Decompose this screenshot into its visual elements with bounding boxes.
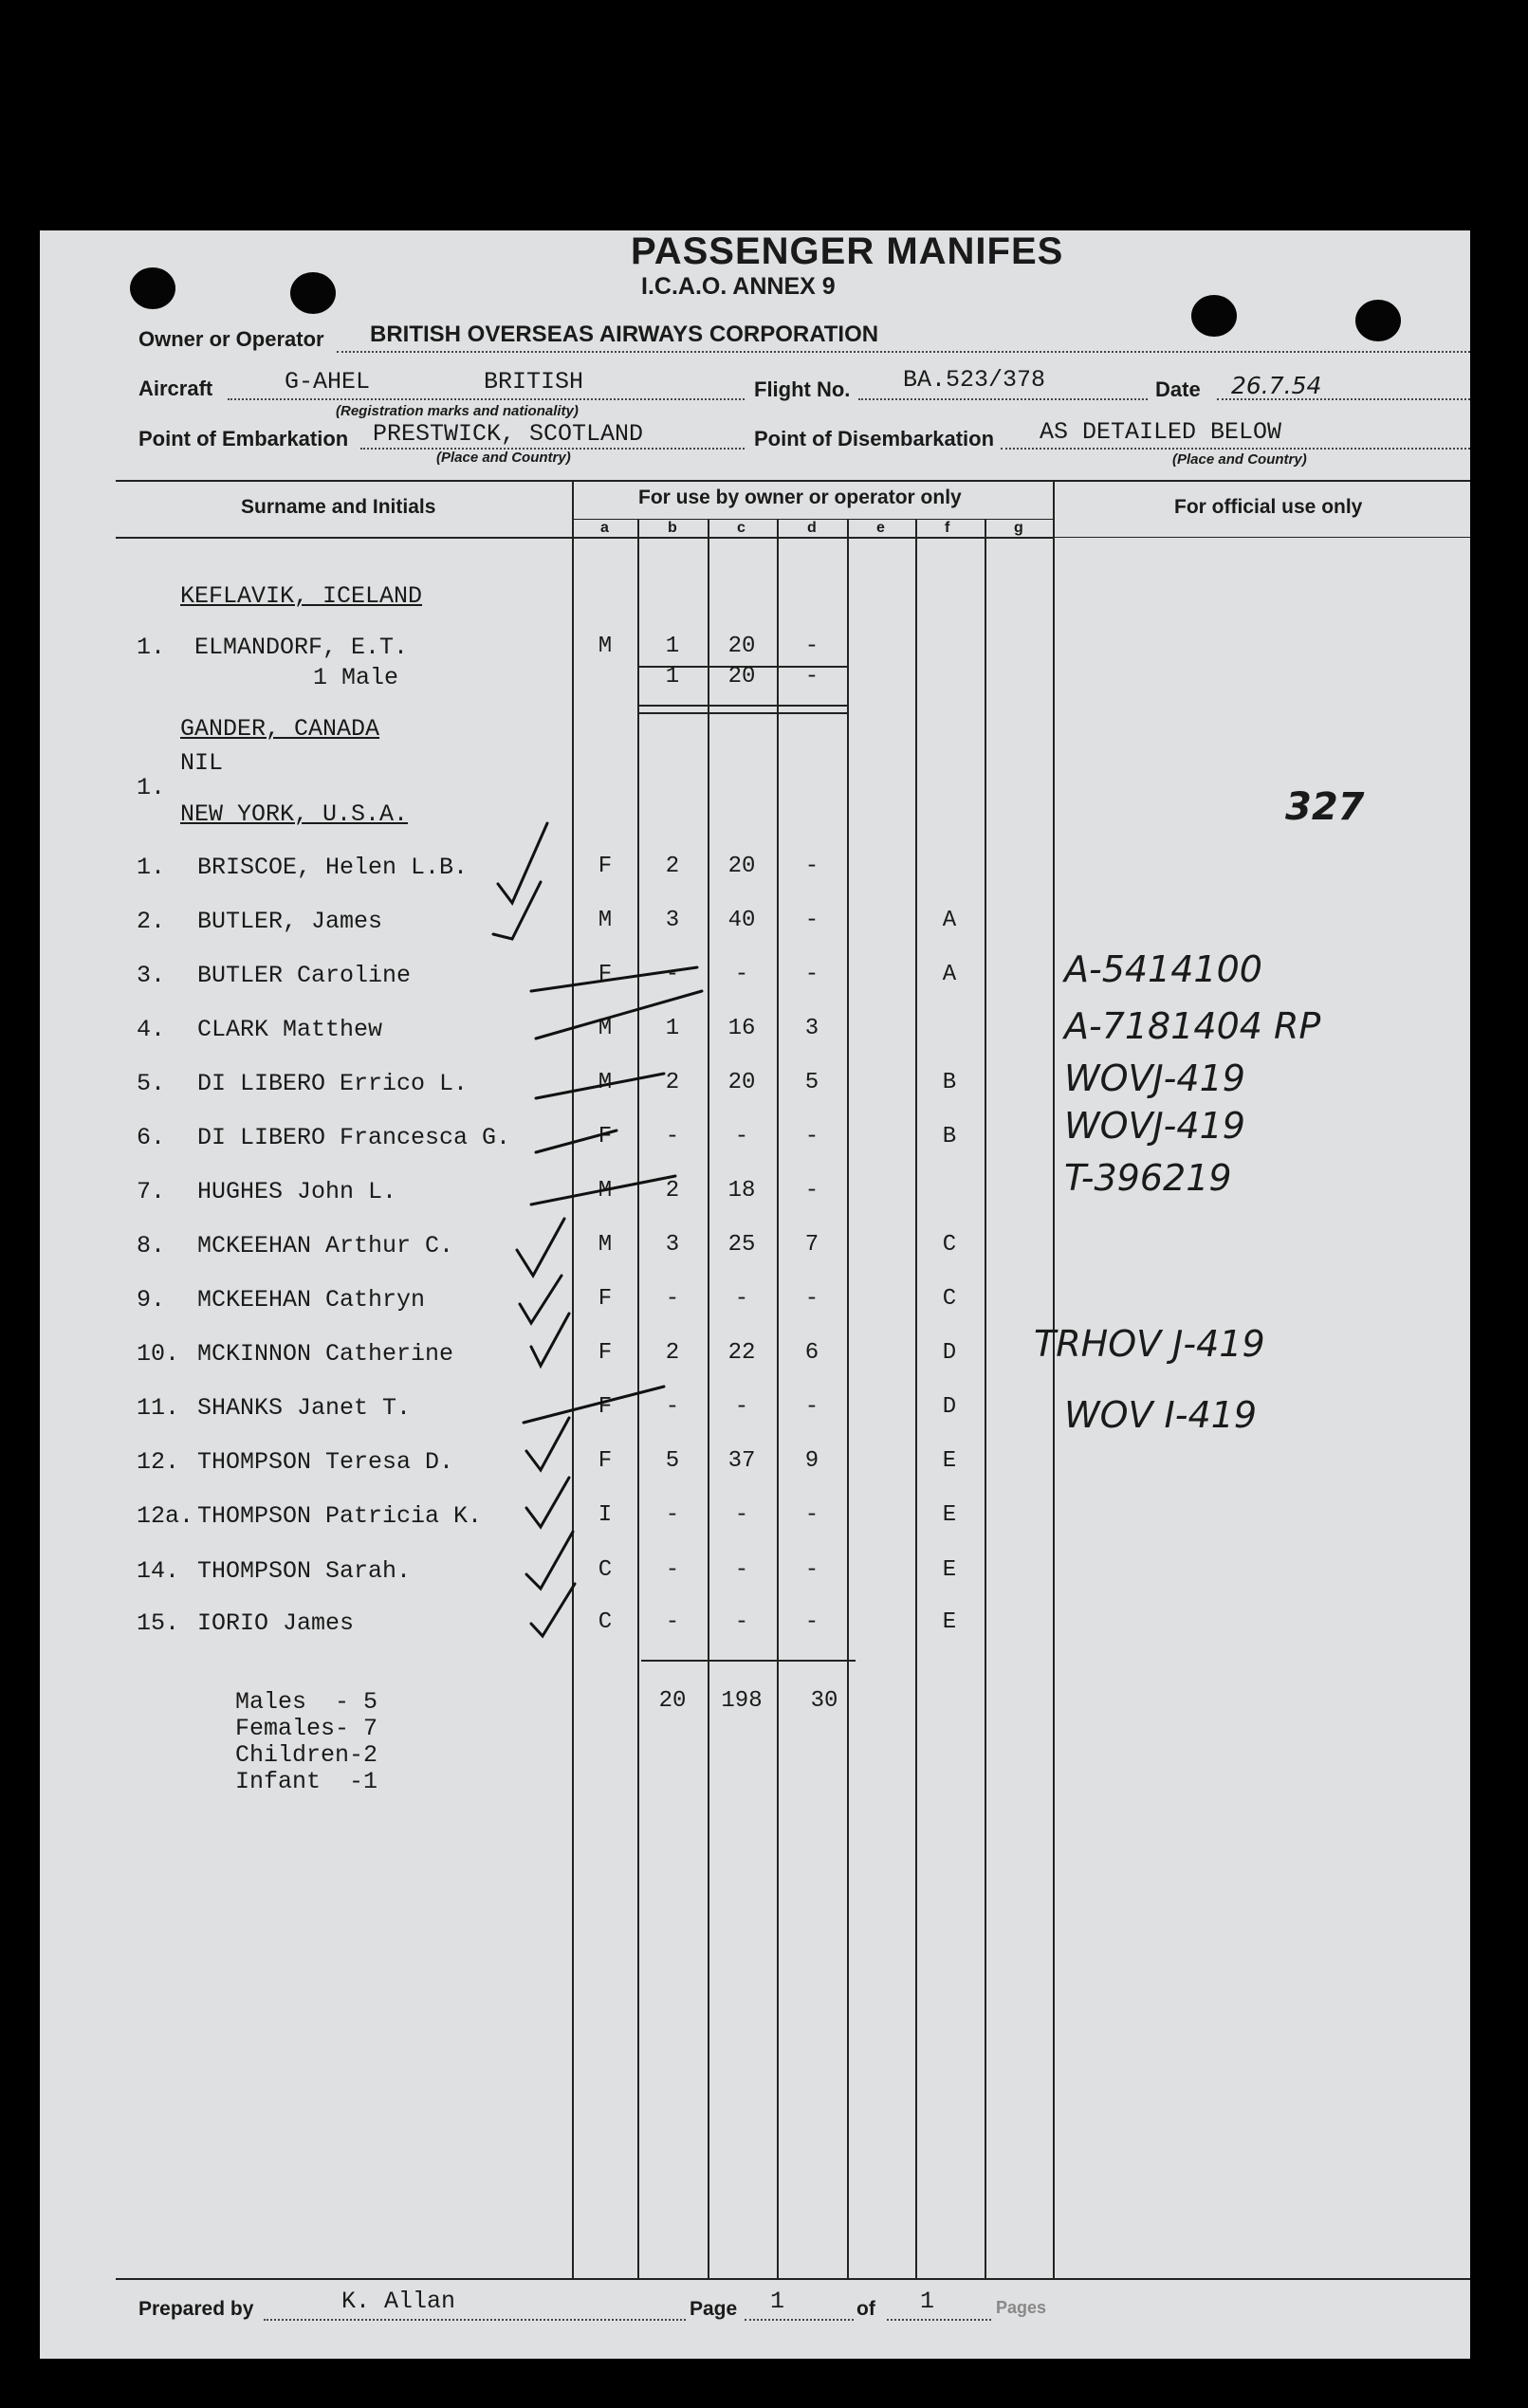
- cell-f: E: [942, 1609, 957, 1635]
- cell-f: B: [942, 1124, 957, 1149]
- subcolumn-header: d: [807, 520, 817, 536]
- cell-a: C: [598, 1557, 613, 1583]
- check-mark: [526, 1418, 569, 1470]
- official-note: T-396219: [1064, 1157, 1232, 1199]
- grand-total-d: 30: [810, 1688, 838, 1714]
- passenger-name: ELMANDORF, E.T.: [194, 634, 409, 661]
- strike-line: [536, 991, 702, 1039]
- passenger-name: BRISCOE, Helen L.B.: [197, 854, 469, 881]
- row-number: 1.: [137, 634, 166, 661]
- check-mark: [526, 1478, 569, 1527]
- row-number: 3.: [137, 962, 166, 989]
- check-mark: [531, 1314, 569, 1366]
- cell-a: F: [598, 1124, 613, 1149]
- cell-d: 7: [804, 1232, 819, 1258]
- cell-c: -: [734, 1557, 749, 1583]
- cell-f: A: [942, 908, 957, 933]
- check-mark: [517, 1219, 564, 1276]
- cell-b: 3: [665, 1232, 680, 1258]
- passenger-name: MCKINNON Catherine: [197, 1340, 454, 1368]
- keflavik-total-d: -: [804, 664, 819, 689]
- strike-line: [536, 1074, 664, 1098]
- owner-value: BRITISH OVERSEAS AIRWAYS CORPORATION: [370, 322, 879, 347]
- passenger-name: BUTLER Caroline: [197, 962, 412, 989]
- section-keflavik: KEFLAVIK, ICELAND: [180, 582, 423, 610]
- subcolumn-header: a: [600, 520, 609, 536]
- check-mark: [498, 823, 547, 903]
- cell-d: -: [804, 1178, 819, 1204]
- cell-b: 3: [665, 908, 680, 933]
- passenger-name: THOMPSON Teresa D.: [197, 1448, 454, 1476]
- passenger-name: IORIO James: [197, 1609, 355, 1637]
- summary-line: Infant -1: [235, 1768, 378, 1795]
- subcolumn-header: b: [668, 520, 677, 536]
- cell-a: F: [598, 1394, 613, 1420]
- cell-a: F: [598, 1448, 613, 1474]
- keflavik-total-b: 1: [665, 664, 680, 689]
- row-number: 6.: [137, 1124, 166, 1151]
- cell-b: -: [665, 1502, 680, 1528]
- cell-b: 1: [665, 1016, 680, 1041]
- cell-c: 40: [727, 908, 756, 933]
- prepared-by-value: K. Allan: [341, 2288, 456, 2315]
- cell-c: 18: [727, 1178, 756, 1204]
- cell-d: -: [804, 1286, 819, 1312]
- cell-d: -: [804, 908, 819, 933]
- cell-a: C: [598, 1609, 613, 1635]
- cell-d: -: [804, 962, 819, 987]
- subcolumn-header: g: [1014, 520, 1023, 536]
- row-number: 12a.: [137, 1502, 194, 1530]
- column-header-official: For official use only: [1174, 496, 1363, 518]
- official-note: A-7181404 RP: [1064, 1005, 1321, 1047]
- passenger-name: THOMPSON Patricia K.: [197, 1502, 483, 1530]
- cell-c: -: [734, 962, 749, 987]
- section-new-york: NEW YORK, U.S.A.: [180, 800, 409, 828]
- embarkation-value: PRESTWICK, SCOTLAND: [373, 420, 644, 448]
- date-value: 26.7.54: [1231, 372, 1322, 399]
- cell-c: 22: [727, 1340, 756, 1366]
- flight-label: Flight No.: [754, 377, 851, 401]
- row-number: 11.: [137, 1394, 180, 1422]
- cell-b: -: [665, 962, 680, 987]
- cell-f: E: [942, 1448, 957, 1474]
- disembarkation-label: Point of Disembarkation: [754, 427, 995, 450]
- strike-line: [524, 1387, 664, 1423]
- keflavik-total-label: 1 Male: [313, 664, 399, 691]
- grand-total-b: 20: [658, 1688, 687, 1714]
- subcolumn-header: f: [945, 520, 950, 536]
- summary-line: Females- 7: [235, 1715, 378, 1742]
- cell-f: C: [942, 1232, 957, 1258]
- cell-f: A: [942, 962, 957, 987]
- grand-total-c: 198: [721, 1688, 763, 1714]
- gander-row-number: 1.: [137, 774, 166, 801]
- passenger-name: MCKEEHAN Arthur C.: [197, 1232, 454, 1259]
- cell-f: B: [942, 1070, 957, 1095]
- form-subtitle: I.C.A.O. ANNEX 9: [641, 273, 836, 300]
- cell-b: -: [665, 1394, 680, 1420]
- check-mark: [520, 1276, 561, 1323]
- strike-line: [531, 1176, 675, 1204]
- of-value: 1: [920, 2288, 935, 2315]
- cell-b: -: [665, 1286, 680, 1312]
- cell-c: -: [734, 1286, 749, 1312]
- cell-c: -: [734, 1609, 749, 1635]
- cell-a: F: [598, 962, 613, 987]
- cell-f: D: [942, 1340, 957, 1366]
- cell-b: -: [665, 1609, 680, 1635]
- cell-f: C: [942, 1286, 957, 1312]
- passenger-name: DI LIBERO Francesca G.: [197, 1124, 511, 1151]
- cell-a: M: [598, 1232, 613, 1258]
- official-note: A-5414100: [1064, 948, 1262, 990]
- summary-line: Children-2: [235, 1741, 378, 1769]
- cell-a: M: [598, 1016, 613, 1041]
- cell-d: -: [804, 1124, 819, 1149]
- cell-a: M: [598, 634, 613, 659]
- cell-b: 2: [665, 1340, 680, 1366]
- cell-f: D: [942, 1394, 957, 1420]
- cell-a: M: [598, 1070, 613, 1095]
- cell-a: F: [598, 1340, 613, 1366]
- cell-d: -: [804, 1394, 819, 1420]
- cell-d: -: [804, 1502, 819, 1528]
- column-header-owner: For use by owner or operator only: [638, 487, 962, 508]
- aircraft-nationality: BRITISH: [484, 368, 584, 395]
- cell-c: 16: [727, 1016, 756, 1041]
- cell-a: F: [598, 1286, 613, 1312]
- owner-label: Owner or Operator: [138, 327, 324, 351]
- aircraft-note: (Registration marks and nationality): [336, 403, 579, 419]
- row-number: 12.: [137, 1448, 180, 1476]
- cell-b: 1: [665, 634, 680, 659]
- cell-b: 2: [665, 854, 680, 879]
- pages-label: Pages: [996, 2298, 1047, 2317]
- cell-d: -: [804, 1609, 819, 1635]
- aircraft-registration: G-AHEL: [285, 368, 371, 395]
- cell-b: 5: [665, 1448, 680, 1474]
- row-number: 9.: [137, 1286, 166, 1314]
- row-number: 2.: [137, 908, 166, 935]
- cell-c: -: [734, 1394, 749, 1420]
- cell-a: I: [598, 1502, 613, 1528]
- passenger-name: BUTLER, James: [197, 908, 383, 935]
- cell-b: -: [665, 1557, 680, 1583]
- cell-a: F: [598, 854, 613, 879]
- form-title: PASSENGER MANIFES: [631, 230, 1064, 272]
- page-value: 1: [770, 2288, 785, 2315]
- cell-b: 2: [665, 1070, 680, 1095]
- page-label: Page: [690, 2298, 738, 2320]
- cell-c: -: [734, 1124, 749, 1149]
- row-number: 10.: [137, 1340, 180, 1368]
- passenger-name: DI LIBERO Errico L.: [197, 1070, 469, 1097]
- cell-c: 25: [727, 1232, 756, 1258]
- cell-d: 3: [804, 1016, 819, 1041]
- strike-line: [531, 967, 697, 991]
- passenger-name: SHANKS Janet T.: [197, 1394, 412, 1422]
- official-note: TRHOV J-419: [1034, 1323, 1265, 1365]
- official-note: WOVJ-419: [1064, 1057, 1245, 1099]
- passenger-name: MCKEEHAN Cathryn: [197, 1286, 426, 1314]
- passenger-name: THOMPSON Sarah.: [197, 1557, 412, 1585]
- section-gander: GANDER, CANADA: [180, 715, 380, 743]
- cell-b: 2: [665, 1178, 680, 1204]
- passenger-name: HUGHES John L.: [197, 1178, 397, 1205]
- disembarkation-note: (Place and Country): [1172, 451, 1307, 468]
- cell-c: 20: [727, 854, 756, 879]
- summary-line: Males - 5: [235, 1688, 378, 1716]
- row-number: 14.: [137, 1557, 180, 1585]
- row-number: 8.: [137, 1232, 166, 1259]
- check-mark: [531, 1584, 575, 1636]
- strike-line: [536, 1130, 617, 1152]
- row-number: 15.: [137, 1609, 180, 1637]
- cell-a: M: [598, 908, 613, 933]
- aircraft-label: Aircraft: [138, 377, 213, 400]
- cell-c: 20: [727, 1070, 756, 1095]
- passenger-name: CLARK Matthew: [197, 1016, 383, 1043]
- check-mark: [526, 1532, 573, 1589]
- subcolumn-header: e: [876, 520, 885, 536]
- cell-d: -: [804, 634, 819, 659]
- row-number: 5.: [137, 1070, 166, 1097]
- official-note: WOVJ-419: [1064, 1105, 1245, 1147]
- official-note: WOV I-419: [1064, 1394, 1258, 1436]
- cell-d: -: [804, 854, 819, 879]
- date-label: Date: [1155, 377, 1201, 401]
- cell-c: 20: [727, 634, 756, 659]
- cell-a: M: [598, 1178, 613, 1204]
- cell-c: 37: [727, 1448, 756, 1474]
- column-header-name: Surname and Initials: [241, 496, 436, 518]
- cell-f: E: [942, 1557, 957, 1583]
- row-number: 7.: [137, 1178, 166, 1205]
- flight-value: BA.523/378: [903, 366, 1046, 394]
- row-number: 1.: [137, 854, 166, 881]
- embarkation-label: Point of Embarkation: [138, 427, 349, 450]
- cell-d: 5: [804, 1070, 819, 1095]
- prepared-by-label: Prepared by: [138, 2298, 254, 2320]
- embarkation-note: (Place and Country): [436, 450, 571, 466]
- disembarkation-value: AS DETAILED BELOW: [1040, 418, 1282, 446]
- gander-nil: NIL: [180, 749, 224, 777]
- cell-d: 6: [804, 1340, 819, 1366]
- subcolumn-header: c: [737, 520, 746, 536]
- of-label: of: [856, 2298, 875, 2320]
- row-number: 4.: [137, 1016, 166, 1043]
- stamp-number: 327: [1285, 785, 1365, 829]
- cell-f: E: [942, 1502, 957, 1528]
- cell-b: -: [665, 1124, 680, 1149]
- cell-d: 9: [804, 1448, 819, 1474]
- keflavik-total-c: 20: [727, 664, 756, 689]
- cell-c: -: [734, 1502, 749, 1528]
- cell-d: -: [804, 1557, 819, 1583]
